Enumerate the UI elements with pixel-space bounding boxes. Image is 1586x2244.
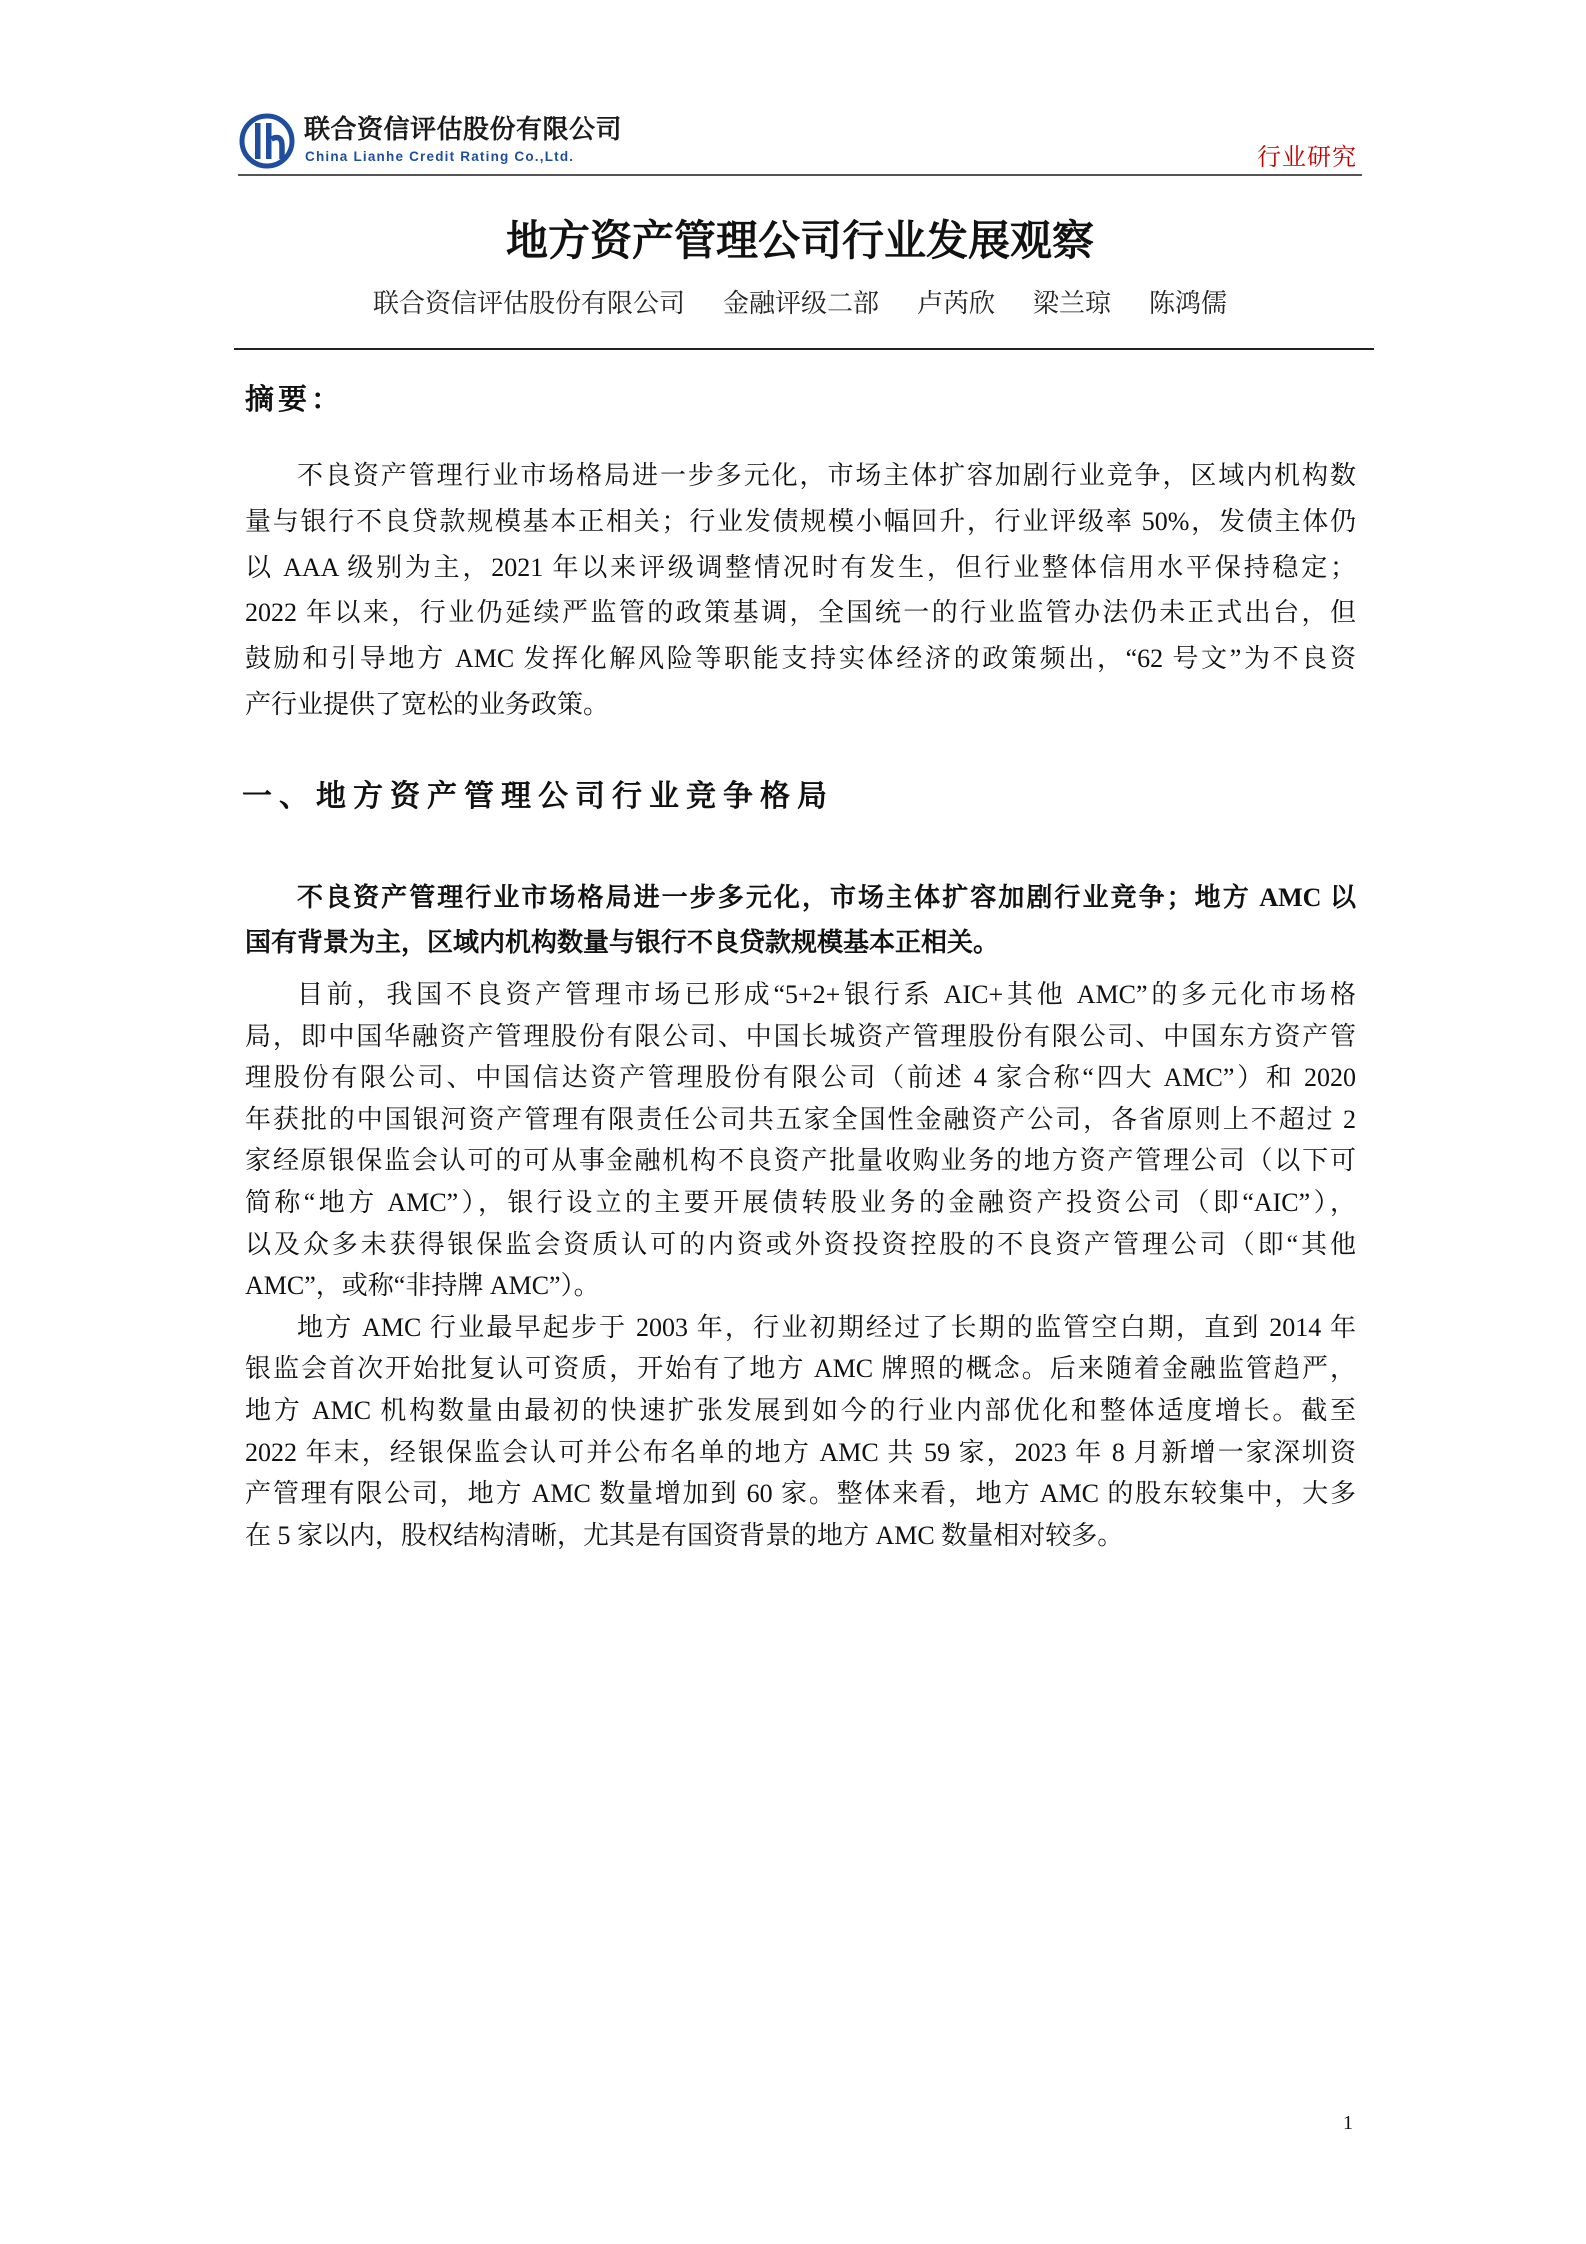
section-heading: 一、地方资产管理公司行业竞争格局 <box>242 780 834 813</box>
author-department: 金融评级二部 <box>722 289 879 318</box>
abstract-heading: 摘要： <box>245 384 345 416</box>
author-line <box>7 286 1586 322</box>
section-tag: 行业研究 <box>1257 143 1357 171</box>
abstract-line: 量与银行不良贷款规模基本正相关；行业发债规模小幅回升，行业评级率 50%，发债主体仍 <box>245 506 1356 536</box>
abstract-paragraph <box>245 453 1356 728</box>
body-line: 简称“地方 AMC”），银行设立的主要开展债转股业务的金融资产投资公司（即“AIC”）， <box>245 1187 1356 1217</box>
lead-line: 不良资产管理行业市场格局进一步多元化，市场主体扩容加剧行业竞争；地方 AMC 以 <box>297 883 1356 912</box>
header-divider <box>238 174 1362 176</box>
body-paragraph <box>245 1307 1356 1557</box>
company-name-cn: 联合资信评估股份有限公司 <box>304 115 623 145</box>
abstract-line: 2022 年以来，行业仍延续严监管的政策基调，全国统一的行业监管办法仍未正式出台，但 <box>245 598 1356 628</box>
author-name: 陈鸿儒 <box>1149 289 1228 318</box>
body-line: 以及众多未获得银保监会资质认可的内资或外资投资控股的不良资产管理公司（即“其他 <box>245 1229 1356 1259</box>
body-line: 年获批的中国银河资产管理有限责任公司共五家全国性金融资产公司，各省原则上不超过 2 <box>245 1104 1356 1134</box>
author-organization: 联合资信评估股份有限公司 <box>372 289 685 318</box>
body-line: 地方 AMC 机构数量由最初的快速扩张发展到如今的行业内部优化和整体适度增长。截至 <box>245 1395 1356 1425</box>
body-line: 目前，我国不良资产管理市场已形成“5+2+银行系 AIC+其他 AMC”的多元化市场格 <box>297 980 1356 1009</box>
body-line: AMC”，或称“非持牌 AMC”）。 <box>245 1271 600 1301</box>
section-lead-paragraph <box>245 875 1356 965</box>
lead-line: 国有背景为主，区域内机构数量与银行不良贷款规模基本正相关。 <box>245 928 1000 957</box>
document-title: 地方资产管理公司行业发展观察 <box>505 216 1094 265</box>
body-line: 局，即中国华融资产管理股份有限公司、中国长城资产管理股份有限公司、中国东方资产管 <box>245 1021 1356 1051</box>
abstract-line: 鼓励和引导地方 AMC 发挥化解风险等职能支持实体经济的政策频出，“62 号文”为不良资 <box>245 644 1356 674</box>
author-name: 梁兰琼 <box>1033 289 1112 318</box>
body-paragraph <box>245 974 1356 1307</box>
body-line: 2022 年末，经银保监会认可并公布名单的地方 AMC 共 59 家，2023 年 8 月新增一家深圳资 <box>245 1437 1356 1467</box>
abstract-line: 产行业提供了宽松的业务政策。 <box>245 689 610 719</box>
abstract-line: 不良资产管理行业市场格局进一步多元化，市场主体扩容加剧行业竞争，区域内机构数 <box>297 461 1356 490</box>
page-number: 1 <box>1343 2112 1353 2134</box>
body-line: 地方 AMC 行业最早起步于 2003 年，行业初期经过了长期的监管空白期，直到 2014 年 <box>297 1312 1356 1342</box>
lianhe-logo-icon <box>238 112 296 170</box>
body-line: 银监会首次开始批复认可资质，开始有了地方 AMC 牌照的概念。后来随着金融监管趋严， <box>245 1354 1356 1384</box>
author-name: 卢芮欣 <box>916 289 995 318</box>
abstract-line: 以 AAA 级别为主，2021 年以来评级调整情况时有发生，但行业整体信用水平保持稳定； <box>245 552 1356 582</box>
body-line: 家经原银保监会认可的可从事金融机构不良资产批量收购业务的地方资产管理公司（以下可 <box>245 1146 1356 1176</box>
body-line: 产管理有限公司，地方 AMC 数量增加到 60 家。整体来看，地方 AMC 的股东较集中，大多 <box>245 1479 1356 1509</box>
body-line: 理股份有限公司、中国信达资产管理股份有限公司（前述 4 家合称“四大 AMC”）和 2020 <box>245 1063 1356 1093</box>
title-divider <box>234 348 1374 350</box>
company-name-en: China Lianhe Credit Rating Co.,Ltd. <box>305 149 575 164</box>
body-line: 在 5 家以内，股权结构清晰，尤其是有国资背景的地方 AMC 数量相对较多。 <box>245 1520 1124 1550</box>
section-body <box>245 974 1356 1556</box>
